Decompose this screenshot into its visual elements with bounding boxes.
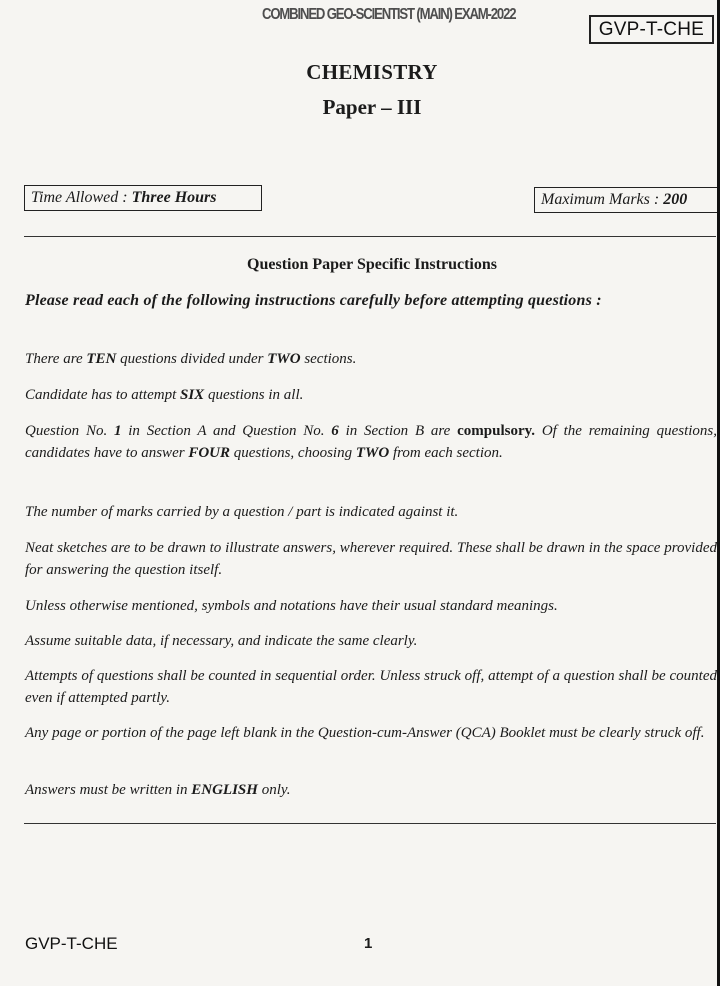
instruction-emphasis: compulsory. (457, 423, 536, 439)
instruction-text: There are (25, 351, 87, 367)
instruction-blank-pages: Any page or portion of the page left blank in the Question-cum-Answer (QCA) Booklet must be clearly struck off. (25, 725, 705, 741)
time-value: Three Hours (131, 189, 217, 206)
footer-paper-code: GVP-T-CHE (25, 934, 118, 953)
instruction-emphasis: ENGLISH (191, 782, 258, 798)
instruction-text: Of the remaining questions, candidates have to answer (25, 423, 718, 461)
instruction-text: Answers must be written in (25, 782, 192, 798)
instruction-text: Question No. (25, 423, 114, 439)
instruction-text: questions in all. (204, 387, 304, 403)
paper-title: Paper – III (322, 95, 422, 119)
marks-value: 200 (663, 191, 688, 208)
instruction-compulsory (25, 420, 717, 464)
instruction-text: from each section. (389, 445, 503, 461)
instruction-text: in Section B are (338, 423, 458, 439)
paper-code-box: GVP-T-CHE (589, 15, 714, 44)
instruction-sequence: Attempts of questions shall be counted in sequential order. Unless struck off, attempt of a question shall be counted even if attempted partly. (25, 668, 717, 706)
top-divider (24, 236, 716, 237)
maximum-marks-box (534, 187, 718, 213)
instruction-emphasis: SIX (180, 387, 205, 403)
instruction-emphasis: TWO (355, 445, 390, 461)
instruction-emphasis: TEN (86, 351, 117, 367)
bottom-divider (24, 823, 716, 824)
instruction-emphasis: TWO (267, 351, 301, 367)
page-number: 1 (364, 935, 373, 952)
instruction-attempt-count (25, 384, 717, 406)
instruction-emphasis: 1 (113, 423, 122, 439)
subject-title: CHEMISTRY (306, 60, 438, 84)
instruction-symbols: Unless otherwise mentioned, symbols and notations have their usual standard meanings. (25, 598, 558, 614)
instruction-text: Candidate has to attempt (25, 387, 180, 403)
instruction-text: in Section A and Question No. (121, 423, 332, 439)
time-allowed-box (24, 185, 262, 211)
time-label: Time Allowed : (31, 189, 128, 206)
instruction-data: Assume suitable data, if necessary, and indicate the same clearly. (25, 633, 418, 649)
exam-stamp: COMBINED GEO-SCIENTIST (MAIN) EXAM-2022 (262, 6, 516, 23)
instruction-marks: The number of marks carried by a question / part is indicated against it. (25, 504, 459, 520)
instruction-language (25, 779, 717, 801)
instruction-text: sections. (300, 351, 357, 367)
instructions-heading: Question Paper Specific Instructions (247, 256, 497, 273)
instruction-text: questions divided under (116, 351, 268, 367)
marks-label: Maximum Marks : (541, 191, 660, 208)
instruction-lead: Please read each of the following instructions carefully before attempting questions : (25, 292, 602, 309)
instruction-emphasis: FOUR (188, 445, 230, 461)
instruction-text: only. (257, 782, 291, 798)
instruction-sections (25, 348, 717, 370)
instruction-emphasis: 6 (331, 423, 339, 439)
instruction-sketches: Neat sketches are to be drawn to illustrate answers, wherever required. These shall be drawn in the space provided for answering the question itself. (25, 540, 717, 578)
instruction-text: questions, choosing (230, 445, 356, 461)
